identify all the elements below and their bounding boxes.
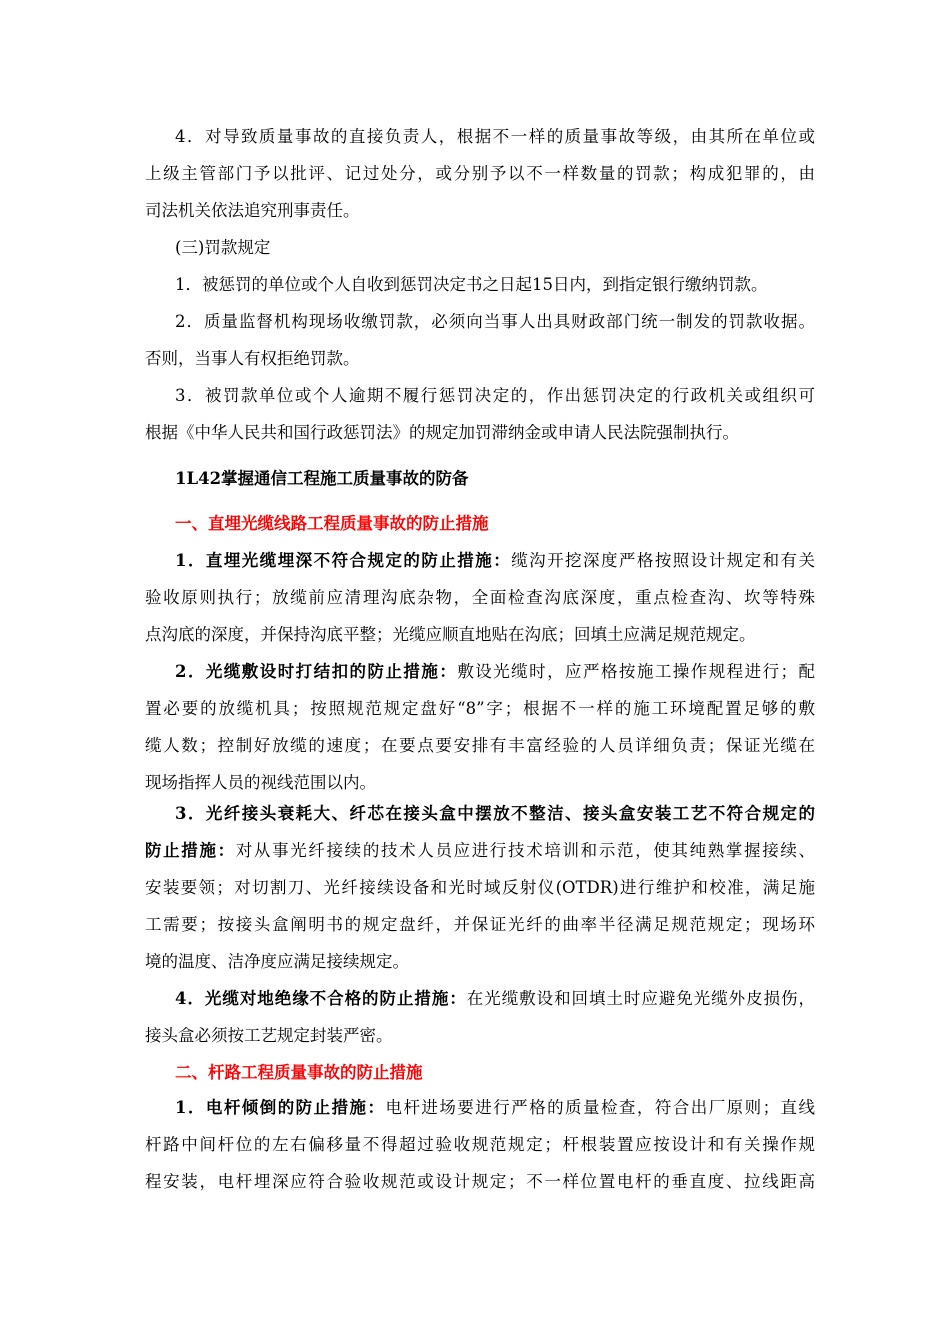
text-line [175,981,815,1017]
subsection-heading [175,1055,815,1091]
text-line [145,617,815,653]
text-line [175,378,815,414]
line-text: (三)罚款规定 [175,238,271,257]
line-text: 验收原则执行；放缆前应清理沟底杂物，全面检查沟底深度，重点检查沟、坎等特殊 [145,588,815,607]
text-line [145,907,815,943]
text-line [145,691,815,727]
line-text: 点沟底的深度，并保持沟底平整；光缆应顺直地贴在沟底；回填土应满足规范规定。 [145,625,756,644]
bold-lead: 3．光纤接头衰耗大、纤芯在接头盒中摆放不整洁、接头盒安装工艺不符合规定的 [175,804,815,823]
text-line [175,230,815,266]
line-text: 在光缆敷设和回填土时应避免光缆外皮损伤， [466,989,815,1008]
text-line [145,1018,815,1054]
text-line [175,304,815,340]
line-text: 3．被罚款单位或个人逾期不履行惩罚决定的，作出惩罚决定的行政机关或组织可 [175,386,815,405]
line-text: 置必要的放缆机具；按照规范规定盘好“8”字；根据不一样的施工环境配置足够的敷 [145,699,815,718]
line-text: 缆人数；控制好放缆的速度；在要点要安排有丰富经验的人员详细负责；保证光缆在 [145,736,815,755]
bold-lead: 1．直埋光缆埋深不符合规定的防止措施： [175,551,512,570]
text-line [145,1127,815,1163]
section-heading [175,461,815,497]
text-line [175,119,815,155]
line-text: 2．质量监督机构现场收缴罚款，必须向当事人出具财政部门统一制发的罚款收据。 [175,312,815,331]
line-text: 敷设光缆时，应严格按施工操作规程进行；配 [457,662,815,681]
text-line [175,267,815,303]
line-text: 接头盒必须按工艺规定封装严密。 [145,1026,393,1045]
text-line [175,543,815,579]
line-text: 工需要；按接头盒阐明书的规定盘纤，并保证光纤的曲率半径满足规范规定；现场环 [145,915,815,934]
text-line [145,580,815,616]
line-text: 电杆进场要进行严格的质量检查，符合出厂原则；直线 [385,1098,815,1117]
line-text: 1L42掌握通信工程施工质量事故的防备 [175,469,469,488]
text-line [175,654,815,690]
text-line [145,193,815,229]
line-text: 现场指挥人员的视线范围以内。 [145,773,376,792]
line-text: 司法机关依法追究刑事责任。 [145,201,360,220]
line-text: 4．对导致质量事故的直接负责人，根据不一样的质量事故等级，由其所在单位或 [175,127,815,146]
line-text: 上级主管部门予以批评、记过处分，或分别予以不一样数量的罚款；构成犯罪的，由 [145,164,815,183]
bold-lead: 4．光缆对地绝缘不合格的防止措施： [175,989,467,1008]
line-text: 一、直埋光缆线路工程质量事故的防止措施 [175,514,489,533]
text-line [145,944,815,980]
text-line [175,1090,815,1126]
subsection-heading [175,506,815,542]
bold-lead: 2．光缆敷设时打结扣的防止措施： [175,662,458,681]
text-line [145,341,815,377]
line-text: 程安装，电杆埋深应符合验收规范或设计规定；不一样位置电杆的垂直度、拉线距高 [145,1172,815,1191]
text-line [145,156,815,192]
text-line [145,415,815,451]
line-text: 1．被惩罚的单位或个人自收到惩罚决定书之日起15日内，到指定银行缴纳罚款。 [175,275,768,294]
line-text: 根据《中华人民共和国行政惩罚法》的规定加罚滞纳金或申请人民法院强制执行。 [145,423,739,442]
line-text: 对从事光纤接续的技术人员应进行技术培训和示范，使其纯熟掌握接续、 [235,841,815,860]
line-text: 安装要领；对切割刀、光纤接续设备和光时域反射仪(OTDR)进行维护和校准，满足施 [145,878,815,897]
text-line [145,833,815,869]
bold-lead: 1．电杆倾倒的防止措施： [175,1098,386,1117]
line-text: 否则，当事人有权拒绝罚款。 [145,349,360,368]
line-text: 二、杆路工程质量事故的防止措施 [175,1063,423,1082]
text-line [145,870,815,906]
text-line [145,1164,815,1200]
line-text: 缆沟开挖深度严格按照设计规定和有关 [511,551,815,570]
text-line [145,728,815,764]
line-text: 杆路中间杆位的左右偏移量不得超过验收规范规定；杆根装置应按设计和有关操作规 [145,1135,815,1154]
line-text: 境的温度、洁净度应满足接续规定。 [145,952,409,971]
text-line [175,796,815,832]
bold-lead: 防止措施： [145,841,236,860]
